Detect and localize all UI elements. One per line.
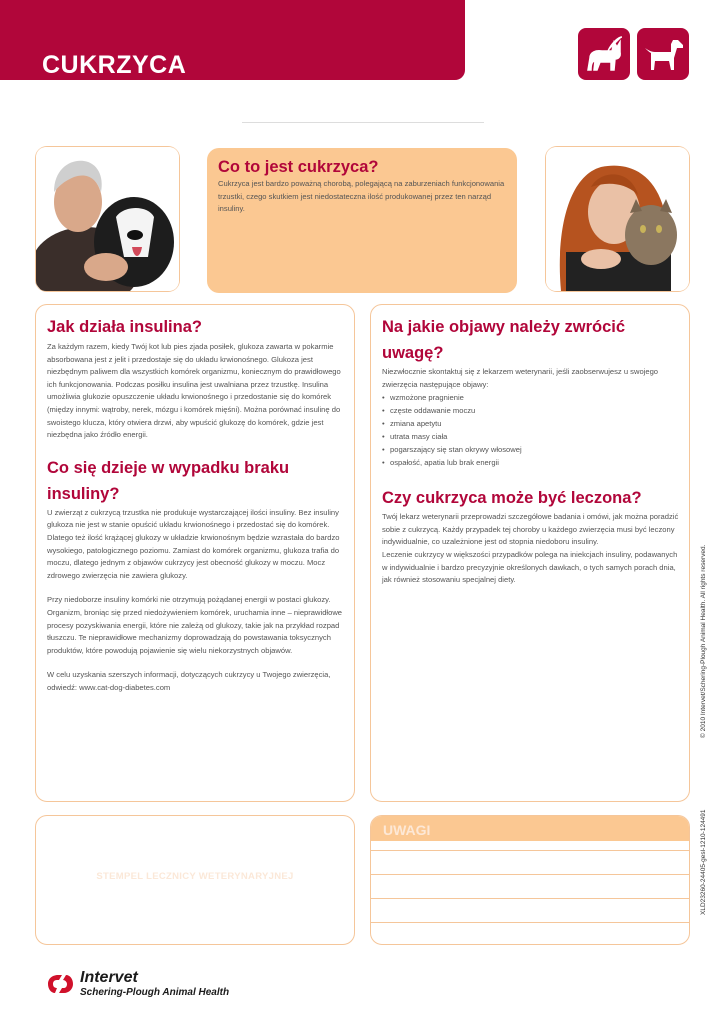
list-item: • zmiana apetytu (390, 417, 682, 430)
logo-main-text: Intervet (80, 969, 138, 986)
noinsulin-paragraph-2: Przy niedoborze insuliny komórki nie otrzymują pożądanej energii w postaci glukozy. Organizm, broniąc się przed niedożywieniem komórek, uruchamia inne – nieprawidłowe procesy pozyskiwania energii, które nie zależą od glukozy, takie jak na przykład rozpad tłuszczu. Te nieprawidłowe mechanizmy doprowadzają do powstawania toksycznych produktów, które powodują pojawienie się wielu niekorzystnych objawów. (47, 595, 343, 655)
left-content-box (35, 304, 355, 802)
noinsulin-paragraph-1: U zwierząt z cukrzycą trzustka nie produkuje wystarczającej ilości insuliny. Bez insuliny glukoza nie jest w stanie opuścić układu krwionośnego i przedostać się do komórek. Dlatego też ilość krążącej glukozy w układzie krwionośnym będzie wzrastała do bardzo wysokiego, patologicznego poziomu. Zamiast do komórek organizmu, glukoza trafia do moczu, dlatego jednym z objawów cukrzycy jest obecność glukozy w moczu. Mocz zdrowego zwierzęcia nie zawiera glukozy. (47, 507, 340, 580)
notes-box (370, 815, 690, 945)
symptoms-intro: Niezwłocznie skontaktuj się z lekarzem weterynarii, jeśli zaobserwujesz u swojego zwierzęcia następujące objawy: (382, 367, 659, 389)
cure-paragraph-1: Twój lekarz weterynarii przeprowadzi szczegółowe badania i omówi, jak można poradzić sobie z cukrzycą. Każdy przypadek tej choroby u każdego zwierzęcia musi być leczony indywidualnie, co uzależnione jest od stopnia niedoboru insuliny. (382, 512, 679, 547)
list-item: • utrata masy ciała (390, 430, 682, 443)
copyright-text: © 2010 Intervet/Schering-Plough Animal Health. All rights reserved. (700, 544, 707, 738)
cat-icon (578, 28, 630, 80)
divider (242, 122, 484, 123)
notes-label: UWAGI (371, 816, 689, 841)
intro-box (207, 148, 517, 293)
what-text: Cukrzyca jest bardzo poważną chorobą, polegającą na zaburzeniach funkcjonowania trzustki, czego skutkiem jest niedostateczna ilość produkowanej przez ten narząd insuliny. (218, 179, 505, 214)
list-item: • ospałość, apatia lub brak energii (390, 456, 682, 469)
what-heading: Co to jest cukrzyca? (218, 158, 379, 176)
woman-with-cat-photo (546, 147, 689, 291)
list-item: • częste oddawanie moczu (390, 404, 682, 417)
stamp-box (35, 815, 355, 945)
symptoms-heading: Na jakie objawy należy zwrócić uwagę? (382, 318, 626, 362)
right-content-box (370, 304, 690, 802)
page-title: CUKRZYCA (42, 51, 187, 79)
dog-icon (637, 28, 689, 80)
insulin-text: Za każdym razem, kiedy Twój kot lub pies zjada posiłek, glukoza zawarta w pokarmie absorbowana jest z jelit i przedostaje się do układu krwionośnego. Glukoza jest niezbędnym paliwem dla wszystkich komórek organizmu, koniecznym do prawidłowego ich funkcjonowania. Podczas posiłku insulina jest uwalniana przez trzustkę. Insulina umożliwia glukozie opuszczenie układu krwionośnego i przedostanie się do komórek (między innymi: wątroby, nerek, mózgu i komórek mięśni). Można porównać insulinę do swoistego klucza, który otwiera drzwi, aby wpuścić glukozę do komórek, gdzie jest niezbędna jako źródło energii. (47, 342, 341, 440)
stamp-label: STEMPEL LECZNICY WETERYNARYJNEJ (96, 871, 294, 882)
symptoms-list (382, 391, 682, 469)
document-code: XLD23260-24405-gesl-1210-124491 (700, 809, 707, 915)
noinsulin-paragraph-3: W celu uzyskania szerszych informacji, dotyczących cukrzycy u Twojego zwierzęcia, odwiedź: www.cat-dog-diabetes.com (47, 670, 331, 692)
notes-lines (370, 827, 690, 945)
cure-paragraph-2: Leczenie cukrzycy w większości przypadków polega na iniekcjach insuliny, podawanych w indywidualnie i bardzo precyzyjnie określonych dawkach, o tych samych porach dnia, jak również stosowaniu specjalnej diety. (382, 549, 678, 585)
cure-heading: Czy cukrzyca może być leczona? (382, 489, 642, 508)
insulin-heading: Jak działa insulina? (47, 318, 202, 336)
intervet-logo-icon (45, 972, 75, 1001)
header-banner (0, 0, 465, 80)
noinsulin-heading: Co się dzieje w wypadku braku insuliny? (47, 458, 290, 503)
list-item: • wzmożone pragnienie (390, 391, 682, 404)
list-item: • pogarszający się stan okrywy włosowej (390, 443, 682, 456)
man-with-dog-photo (36, 147, 179, 291)
logo-sub-text: Schering-Plough Animal Health (80, 987, 230, 998)
